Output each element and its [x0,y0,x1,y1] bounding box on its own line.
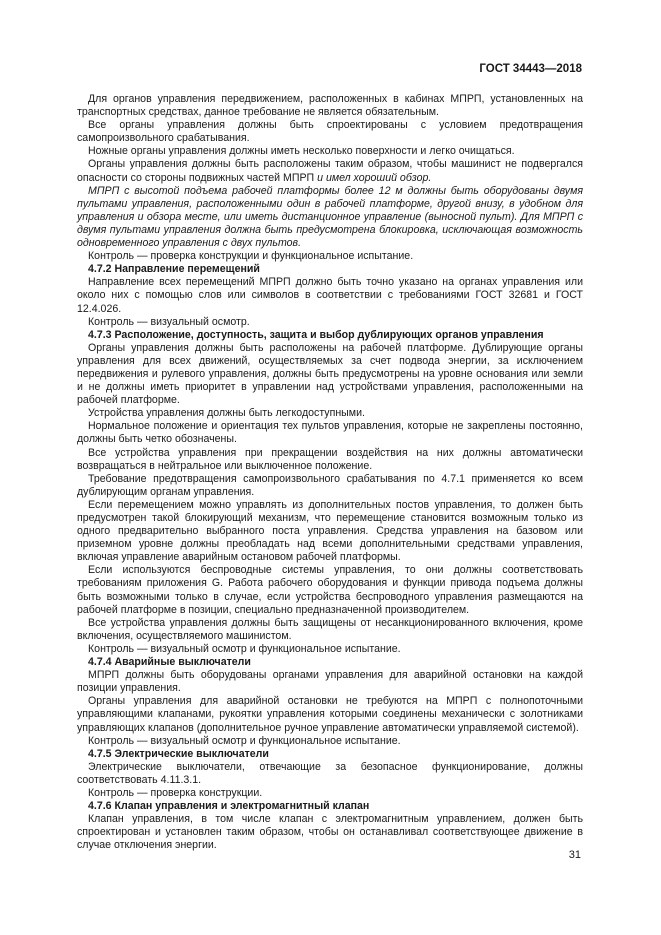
paragraph: Направление всех перемещений МПРП должно быть точно указано на органах управления или около них с помощью слов или символов в соответствии с требованиями ГОСТ 32681 и ГОСТ 12.4.026. [77,276,583,315]
control-note: Контроль — визуальный осмотр и функциональное испытание. [88,734,401,747]
paragraph: Клапан управления, в том числе клапан с электромагнитным управлением, должен быть спроектирован и установлен таким образом, чтобы он останавливал соответствующее движение в случае отключения энергии. [77,813,583,852]
paragraph: Ножные органы управления должны иметь несколько поверхности и легко очищаться. [88,145,515,158]
paragraph-text: Органы управления должны быть расположены таким образом, чтобы машинист не подвергался опасности со стороны подвижных частей МПРП [77,158,583,184]
section-heading: 4.7.6 Клапан управления и электромагнитный клапан [88,800,370,813]
paragraph: Электрические выключатели, отвечающие за безопасное функционирование, должны соответствовать 4.11.3.1. [77,760,583,786]
italic-insert: и имел хороший обзор. [314,171,432,184]
paragraph: Для органов управления передвижением, расположенных в кабинах МПРП, установленных на транспортных средствах, данное требование не является обязательным. [77,93,583,119]
paragraph: Все устройства управления должны быть защищены от несанкционированного включения, кроме включения, осуществляемого машинистом. [77,616,583,642]
section-heading: 4.7.2 Направление перемещений [88,263,260,276]
document-number: ГОСТ 34443—2018 [479,63,582,75]
paragraph: Все органы управления должны быть спроектированы с условием предотвращения самопроизвольного срабатывания. [77,119,583,145]
control-note: Контроль — визуальный осмотр и функциональное испытание. [88,642,401,655]
paragraph: Все устройства управления при прекращении воздействия на них должны автоматически возвращаться в нейтральное или выключенное положение. [77,446,583,472]
paragraph: Если перемещением можно управлять из дополнительных постов управления, то должен быть предусмотрен такой блокирующий механизм, что перемещение становится возможным только из одного предварительно выбранного поста управления. Средства управления на базовом или приземном уровне должны преобладать над всеми дополнительными средствами управления, включая управление аварийным остановом рабочей платформы. [77,498,583,564]
paragraph: Органы управления должны быть расположены на рабочей платформе. Дублирующие органы управления для всех движений, осуществляемых за счет подвода энергии, за исключением передвижения и рулевого управления, должны быть предусмотрены на уровне основания или земли и не должны иметь приоритет в управлении над устройствами управления, расположенными на рабочей платформе. [77,341,583,407]
control-note: Контроль — визуальный осмотр. [88,315,250,328]
paragraph [77,158,583,184]
paragraph: Требование предотвращения самопроизвольного срабатывания по 4.7.1 применяется ко всем дублирующим органам управления. [77,472,583,498]
page-number: 31 [568,849,581,861]
page-body [77,93,583,852]
section-heading: 4.7.5 Электрические выключатели [88,747,269,760]
paragraph: Органы управления для аварийной остановки не требуются на МПРП с полнопоточными управляющими клапанами, рукоятки управления которыми соединены механически с золотниками управляющих клапанов (дополнительное ручное управление автоматически управляемой системой). [77,695,583,734]
paragraph: Устройства управления должны быть легкодоступными. [88,407,365,420]
paragraph: Нормальное положение и ориентация тех пультов управления, которые не закреплены постоянно, должны быть четко обозначены. [77,420,583,446]
paragraph: МПРП должны быть оборудованы органами управления для аварийной остановки на каждой позиции управления. [77,669,583,695]
italic-paragraph: МПРП с высотой подъема рабочей платформы более 12 м должны быть оборудованы двумя пультами управления, расположенными один в рабочей платформе, другой внизу, в удобном для управления и обзора месте, или иметь дистанционное управление (выносной пульт). Для МПРП с двумя пультами управления должна быть предусмотрена блокировка, исключающая возможность одновременного управления с двух пультов. [77,184,583,250]
control-note: Контроль — проверка конструкции. [88,786,263,799]
section-heading: 4.7.4 Аварийные выключатели [88,656,251,669]
section-heading: 4.7.3 Расположение, доступность, защита и выбор дублирующих органов управления [88,328,544,341]
paragraph: Если используются беспроводные системы управления, то они должны соответствовать требованиям приложения G. Работа рабочего оборудования и функции привода подъема должны быть возможными только в случае, если устройства беспроводного управления размещаются на рабочей платформе в позиции, специально предназначенной производителем. [77,564,583,616]
control-note: Контроль — проверка конструкции и функциональное испытание. [88,250,414,263]
